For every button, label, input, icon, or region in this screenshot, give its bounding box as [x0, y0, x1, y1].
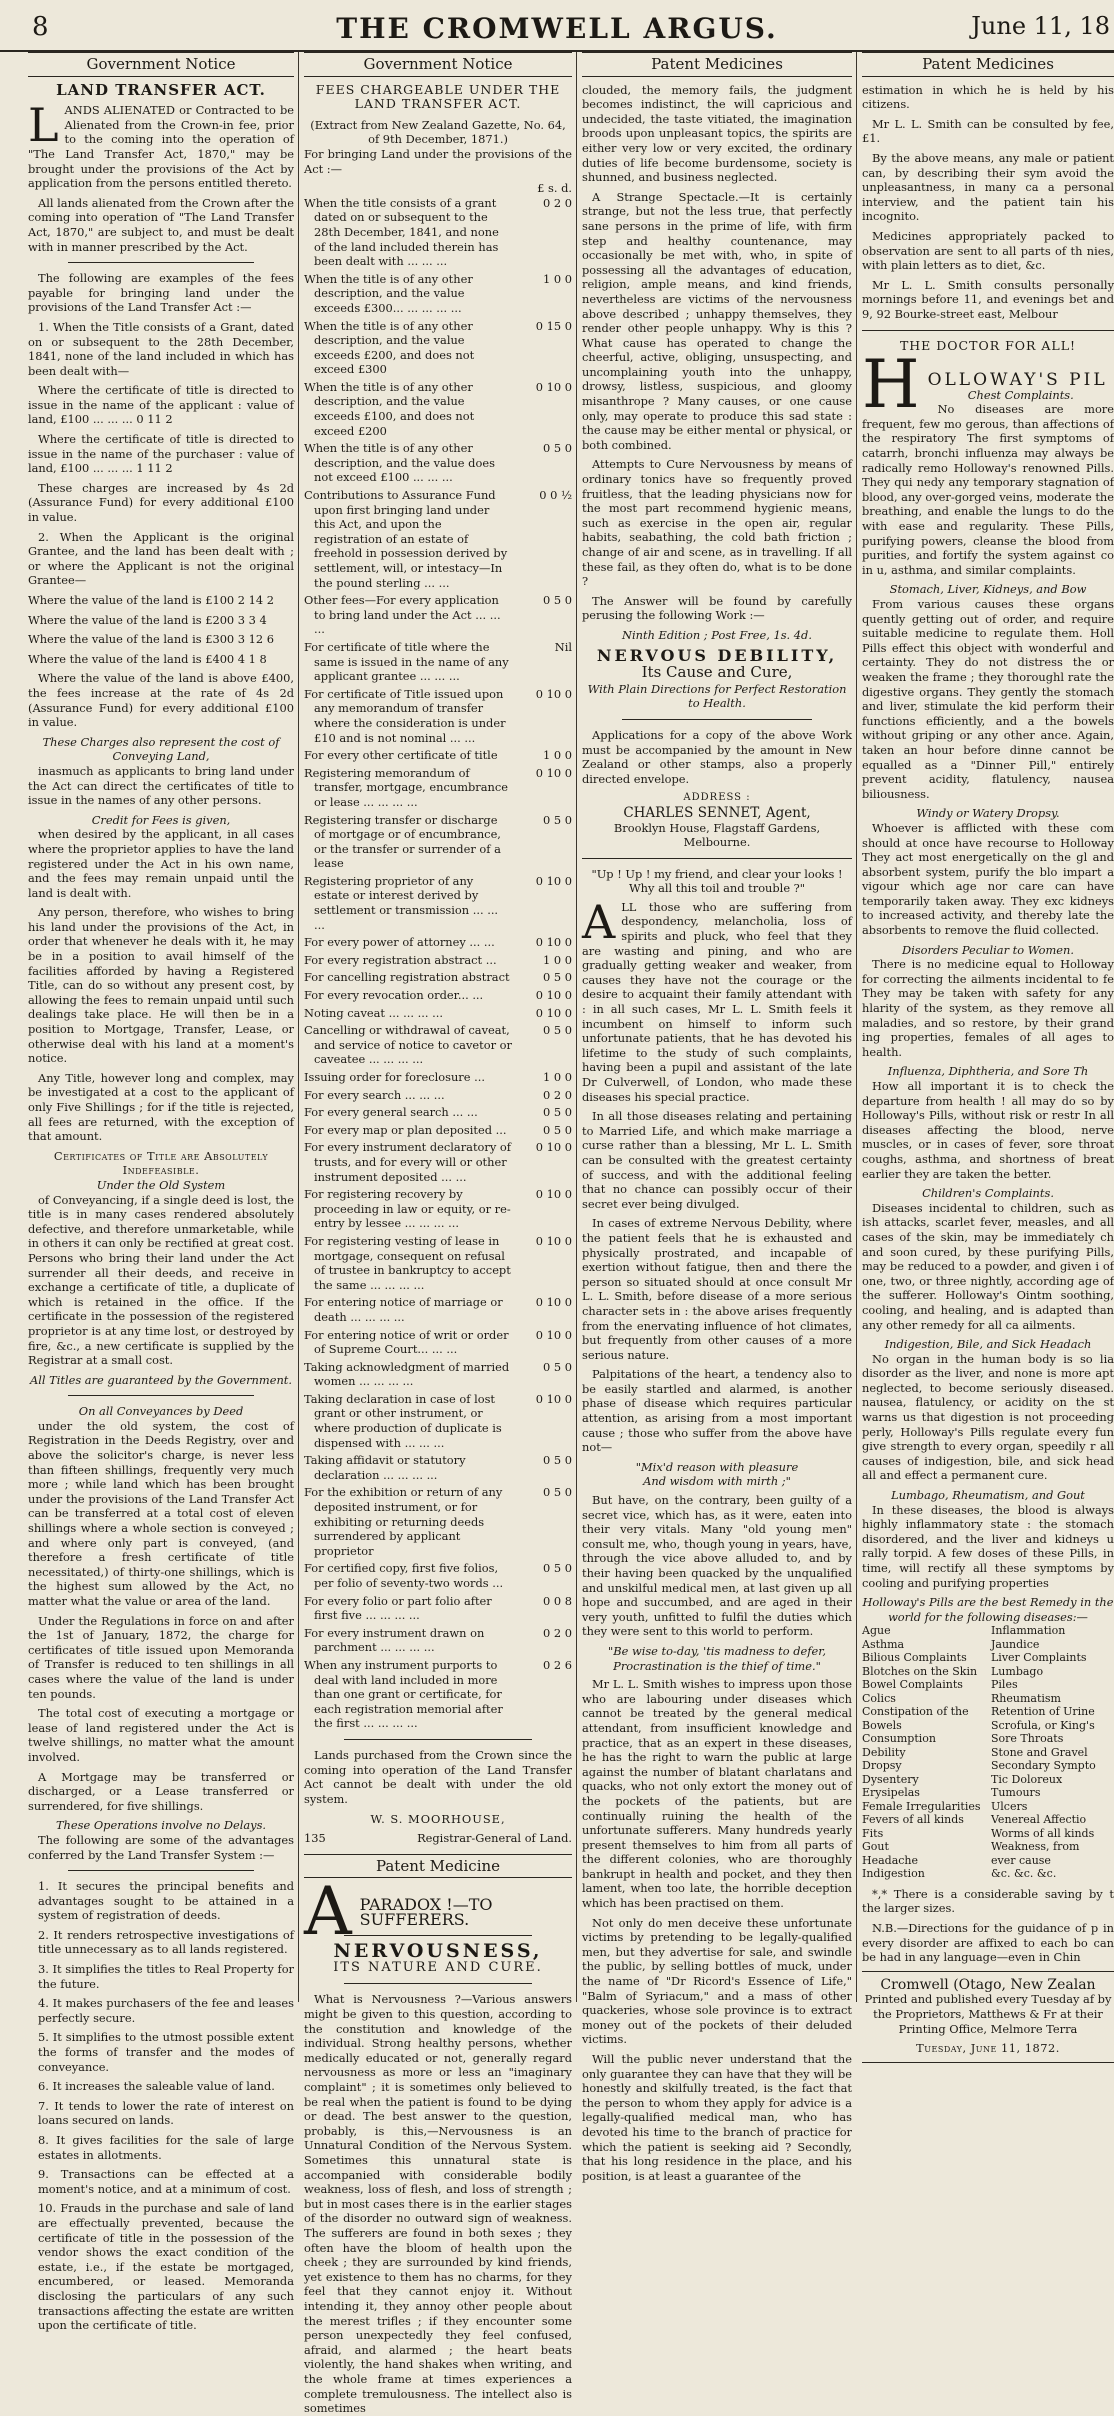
paragraph: Where the certificate of title is directed to issue in the name of the purchaser : value of land, £100 ... ... ... 1 11 2 [28, 432, 294, 476]
fee-row [304, 1392, 572, 1450]
fee-row [304, 1070, 572, 1085]
paragraph: Where the value of the land is £400 4 1 8 [28, 651, 267, 666]
paragraph: Any person, therefore, who wishes to bring his land under the provisions of the Act, in order that whenever he deals with it, he may be in a position to avail himself of the facilities afforded by having a Registered Title, can do so without any present cost, by allowing the fees to remain unpaid until such dealings take place. He will then be in a position to Mortgage, Transfer, Lease, or otherwise deal with his land at a moment's notice. [28, 905, 294, 1066]
book-subtitle: Its Cause and Cure, [641, 663, 793, 682]
fee-amount: 0 10 0 [535, 873, 572, 888]
fee-row [304, 1594, 572, 1623]
disease-item: Colics [862, 1691, 896, 1705]
subheading: Under the Old System [96, 1177, 226, 1192]
fee-row [304, 593, 572, 637]
issue-date: June 11, 18 [971, 12, 1110, 40]
fee-amount: 0 5 0 [543, 1105, 572, 1120]
fee-label: For certificate of title where the same is issued in the name of any applicant grantee ... ... ... [304, 639, 509, 684]
fee-row [304, 874, 572, 932]
fee-amount: 0 5 0 [543, 1485, 572, 1500]
diseases-right [991, 1624, 1114, 1881]
fee-amount: 0 0 8 [543, 1593, 572, 1608]
fee-label: For every instrument declaratory of trusts, and for every will or other instrument deposited ... ... [304, 1140, 511, 1184]
paragraph: *,* There is a considerable saving by t the larger sizes. [862, 1886, 1114, 1916]
divider [68, 262, 254, 263]
ad-subheading: ITS NATURE AND CURE. [333, 1959, 543, 1975]
address-label: ADDRESS : [683, 792, 751, 804]
fee-row [304, 1295, 572, 1324]
divider [344, 1739, 532, 1740]
drop-cap: A [582, 894, 616, 949]
fee-amount: 1 0 0 [543, 1070, 572, 1084]
paragraph: A Strange Spectacle.—It is certainly strange, but not the less true, that perfectly sane persons in the prime of life, with firm step and healthy countenance, may occasionally be met with, who, in spite of possessing all the advantages of education, religion, ample means, and kind friends, nevertheless are victims of the nervousness above described ; unhappy themselves, they render other people unhappy. Why is this ? What cause has operated to change the cheerful, active, obliging, unsuspecting, and uncomplaining youth into the unhappy, drowsy, listless, suspicious, and gloomy misanthrope ? Many causes, or one cause only, may operate to produce this sad state : the cause may be either mental or physical, or both combined. [582, 189, 852, 452]
fee-row [304, 748, 572, 763]
fee-label: For every general search ... ... [304, 1105, 478, 1120]
fee-label: For certified copy, first five folios, per folio of seventy-two words ... [304, 1561, 504, 1590]
disease-item: Bowel Complaints [862, 1678, 963, 1692]
paragraph: when desired by the applicant, in all cases where the proprietor applies to have the land registered under the Act in his own name, and the fees may remain unpaid until the land is dealt with. [28, 827, 294, 900]
paragraph: Under the Regulations in force on and after the 1st of January, 1872, the charge for certificates of title issued upon Memoranda of Transfer is reduced to ten shillings in all cases where the value of the land is under ten pounds. [28, 1613, 294, 1701]
paragraph: 1. When the Title consists of a Grant, dated on or subsequent to the 28th December, 1841, none of the land included in which has been dealt with— [28, 319, 294, 378]
list-item: 5. It simplifies to the utmost possible extent the forms of transfer and the modes of conveyance. [38, 2030, 294, 2074]
fee-row [304, 687, 572, 745]
fee-row [304, 1105, 572, 1120]
fee-row [304, 1123, 572, 1138]
fee-label: Issuing order for foreclosure ... [304, 1070, 485, 1084]
disease-item: Dropsy [862, 1759, 902, 1773]
fee-amount: 0 10 0 [535, 1295, 572, 1310]
fee-row [304, 1658, 572, 1731]
subheading: Children's Complaints. [922, 1186, 1054, 1201]
fee-label: Contributions to Assurance Fund upon first bringing land under this Act, and upon the registration of an estate of freehold in possession derived by settlement, will, or intestacy—In the pound sterling ... ... [304, 488, 508, 590]
paragraph: Where the value of the land is above £400, the fees increase at the rate of 4s 2d (Assurance Fund) for every additional £100 in value. [28, 671, 294, 730]
fee-amount: 1 0 0 [543, 271, 572, 286]
notice-footer [304, 1831, 572, 1846]
notice-title: LAND TRANSFER ACT. [56, 80, 266, 99]
fee-label: For registering vesting of lease in mortgage, consequent on refusal of trustee in bankruptcy to accept the same ... ... ... ... [304, 1233, 511, 1292]
fee-label: For every map or plan deposited ... [304, 1122, 507, 1137]
paragraph: In cases of extreme Nervous Debility, where the patient feels that he is exhausted and physically prostrated, and incapable of exertion without fatigue, then and there the person so situated should at once consult Mr L. L. Smith, before disease of a more serious character sets in : the above arises frequently from the enervating influence of hot climates, but frequently from other causes of a more serious nature. [582, 1216, 852, 1362]
subheading: Disorders Peculiar to Women. [902, 942, 1074, 957]
currency-header: £ s. d. [537, 181, 572, 196]
fee-label: For every registration abstract ... [304, 952, 497, 967]
fee-row [304, 1561, 572, 1590]
drop-cap: H [862, 346, 920, 424]
column-rule [576, 52, 577, 2002]
fee-label: For every search ... ... ... [304, 1087, 445, 1102]
paragraph: ALL those who are suffering from despondency, melancholia, loss of spirits and pluck, who feel that they are wasting and pining, and who are gradually getting weaker and weaker, from causes they have not the courage or the desire to acquaint their family attendant with : in all such cases, Mr L. L. Smith feels it incumbent on himself to inform such unfortunate patients, that he has devoted his lifetime to the study of such complaints, having been a pupil and assistant of the late Dr Culverwell, of London, who made these diseases his special practice. [582, 894, 852, 1104]
paragraph: The following are some of the advantages conferred by the Land Transfer System :— [28, 1832, 294, 1862]
fee-row [304, 196, 572, 269]
paragraph: What is Nervousness ?—Various answers might be given to this question, according to the constitution and knowledge of the individual. Strong healthy persons, whether medically educated or not, generally regard nervousness as more or less an "imaginary complaint" ; it is sometimes only believed to be real when the patient is found to be dying or dead. The best answer to the question, probably, is this,—Nervousness is an Unnatural Condition of the Nervous System. Sometimes this unnatural state is accompanied with considerable bodily weakness, loss of flesh, and loss of strength ; but in most cases there is in the earlier stages of the disorder no outward sign of weakness. The sufferers are found in both sexes ; they often have the bloom of health upon the cheek ; they are surrounded by kind friends, yet existence to them has no charms, for they feel that they cannot enjoy it. Without intending it, they annoy other people about the merest trifles ; if they encounter some person unexpectedly they feel confused, afraid, and alarmed ; the heart beats violently, the hand shakes when writing, and the whole frame at times experiences a complete tremulousness. The intellect also is sometimes [304, 1992, 572, 2416]
diseases-left [862, 1624, 985, 1881]
quote-line: "Mix'd reason with pleasure [635, 1459, 799, 1474]
fee-amount: 0 15 0 [535, 318, 572, 333]
fee-row [304, 640, 572, 684]
disease-item: Fits [862, 1826, 884, 1840]
agent-name: CHARLES SENNET, Agent, [623, 804, 811, 821]
paragraph: The total cost of executing a mortgage or lease of land registered under the Act is twelve shillings, no matter what the amount involved. [28, 1706, 294, 1764]
subheading: These Operations involve no Delays. [55, 1818, 267, 1833]
disease-item: Gout [862, 1840, 889, 1854]
disease-item: Venereal Affectio [991, 1813, 1087, 1827]
disease-item: &c. &c. &c. [991, 1867, 1057, 1881]
disease-item: Female Irregularities [862, 1799, 981, 1813]
disease-item: Stone and Gravel [991, 1745, 1088, 1759]
disease-item: Ulcers [991, 1799, 1028, 1813]
fee-row [304, 1328, 572, 1357]
disease-item: Rheumatism [991, 1691, 1061, 1705]
fee-row [304, 272, 572, 316]
disease-item: Debility [862, 1745, 906, 1759]
drop-cap: A [304, 1873, 352, 1951]
column-holloway [862, 52, 1114, 2056]
imprint-text: Printed and published every Tuesday af by the Proprietors, Matthews & Fr at their Printing Office, Melmore Terra [864, 1992, 1112, 2036]
paragraph: Diseases incidental to children, such as ish attacks, scarlet fever, measles, and all cases of the skin, may be immediately ch and soon cured, by these purifying Pills, may be reduced to a powder, and given i of one, two, or three nightly, according age of the sufferer. Holloway's Ointm soothing, cooling, and healing, and is adapted than any other remedy for all ca ailments. [862, 1200, 1114, 1332]
fee-label: For every folio or part folio after first five ... ... ... ... [304, 1593, 492, 1623]
paragraph: A Mortgage may be transferred or discharged, or a Lease transferred or surrendered, for five shillings. [28, 1769, 294, 1813]
fee-row [304, 1485, 572, 1558]
disease-item: Asthma [862, 1637, 905, 1651]
paragraph: Whoever is afflicted with these com should at once have recourse to Holloway They act most energetically on the gl and absorbent system, purify the blo impart a vigour which age nor care can have temporarily taken away. They exc kidneys to increased activity, and thereby late the absorbents to remove the fluid collected. [862, 820, 1114, 938]
fee-row [304, 441, 572, 485]
fee-label: Registering memorandum of transfer, mortgage, encumbrance or lease ... ... ... ... [304, 765, 509, 809]
fee-row [304, 319, 572, 377]
fee-label: For cancelling registration abstract [304, 970, 510, 985]
agent-address: Brooklyn House, Flagstaff Gardens, Melbourne. [613, 820, 821, 850]
subheading: Credit for Fees is given, [91, 812, 231, 827]
list-item: 6. It increases the saleable value of land. [38, 2079, 275, 2094]
disease-item: Piles [991, 1678, 1018, 1692]
section-header: Government Notice [28, 52, 294, 77]
disease-item: Retention of Urine [991, 1705, 1095, 1719]
paragraph: For bringing Land under the provisions of the Act :— [304, 146, 572, 176]
list-item: 1. It secures the principal benefits and advantages sought to be attained in a system of registration of deeds. [38, 1879, 294, 1923]
paragraph: Mr L. L. Smith can be consulted by fee, £1. [862, 116, 1114, 146]
paragraph: inasmuch as applicants to bring land under the Act can direct the certificates of title to issue in the names of any other persons. [28, 763, 294, 808]
masthead [0, 8, 1114, 52]
fee-row [304, 1023, 572, 1067]
subheading: Lumbago, Rheumatism, and Gout [891, 1488, 1085, 1503]
imprint [862, 1971, 1114, 2063]
fee-label: Other fees—For every application to bring land under the Act ... ... ... [304, 593, 501, 637]
paragraph: Any Title, however long and complex, may be investigated at a cost to the applicant of only Five Shillings ; for if the title is rejected, all fees are returned, with the exception of that amount. [28, 1070, 294, 1144]
paragraph: Applications for a copy of the above Work must be accompanied by the amount in New Zealand or other stamps, also a properly directed envelope. [582, 727, 852, 786]
fee-amount: 0 10 0 [535, 1391, 572, 1406]
fee-label: Taking affidavit or statutory declaration ... ... ... ... [304, 1453, 466, 1482]
fee-amount: 0 10 0 [535, 1005, 572, 1020]
fee-amount: 0 5 0 [543, 1453, 572, 1468]
fee-label: For every other certificate of title [304, 748, 498, 763]
paragraph: The following are examples of the fees payable for bringing land under the provisions of the Land Transfer Act :— [28, 271, 294, 315]
paragraph: These charges are increased by 4s 2d (Assurance Fund) for every additional £100 in value. [28, 480, 294, 525]
fee-row [304, 488, 572, 590]
paradox-title-block [304, 1873, 572, 1951]
disease-item: Blotches on the Skin [862, 1664, 978, 1678]
fee-amount: 0 5 0 [543, 1561, 572, 1576]
book-subtitle-2: With Plain Directions for Perfect Restoration to Health. [587, 681, 847, 711]
fee-label: Registering transfer or discharge of mortgage or of encumbrance, or the transfer or surrender of a lease [304, 812, 501, 871]
disease-item: Tic Doloreux [991, 1772, 1063, 1786]
imprint-date: Tuesday, June 11, 1872. [916, 2041, 1060, 2056]
disease-item: Sore Throats [991, 1732, 1064, 1746]
signature: W. S. MOORHOUSE, [370, 1812, 506, 1827]
notice-number: 135 [304, 1830, 326, 1845]
divider [68, 1395, 254, 1396]
divider [622, 719, 812, 720]
paragraph: clouded, the memory fails, the judgment becomes indistinct, the will capricious and undecided, the taste vitiated, the imagination broods upon unpleasant topics, the spirits are either very low or very excited, the ordinary duties of life become burdensome, society is shunned, and business neglected. [582, 82, 852, 185]
disease-item: Tumours [991, 1786, 1041, 1800]
fee-row [304, 380, 572, 438]
paragraph: Where the value of the land is £300 3 12 6 [28, 632, 275, 647]
paragraph: Palpitations of the heart, a tendency also to be easily startled and alarmed, is another phase of disease which requires particular attention, as arising from a most important cause ; those who suffer from the above have not— [582, 1367, 852, 1455]
divider [862, 330, 1114, 331]
list-item: 10. Frauds in the purchase and sale of land are effectually prevented, because the certificate of title in the possession of the vendor shows the exact condition of the estate, i.e., if the estate be mortgaged, encumbered, or leased. Memoranda disclosing the particulars of any such transactions affecting the estate are written upon the certificate of title. [38, 2201, 294, 2333]
fee-label: Taking acknowledgment of married women ... ... ... ... [304, 1359, 510, 1389]
paragraph: No diseases are more frequent, few mo gerous, than affections of the respiratory The first symptoms of catarrh, bronchi influenza may always be radically remo Holloway's renowned Pills. They qui nedy any temporary stagnation of blood, any over-gorged veins, moderate the breathing, and enable the lungs to do the with ease and regularity. These Pills, purifying powers, cleanse the blood from purities, and fortify the system against co in u, asthma, and similar complaints. [862, 402, 1114, 577]
disease-item: Secondary Sympto [991, 1759, 1096, 1773]
subheading: Windy or Watery Dropsy. [916, 806, 1060, 821]
ad-heading: NERVOUSNESS, [333, 1940, 543, 1963]
disease-item: Liver Complaints [991, 1651, 1087, 1665]
paragraph: under the old system, the cost of Registration in the Deeds Registry, over and above the solicitor's charge, is never less than fifteen shillings, frequently very much more ; while land which has been brought under the provisions of the Land Transfer Act can be transferred at a total cost of eleven shillings where a whole section is conveyed ; and where only part is conveyed, (and therefore a fresh certificate of title necessitated,) of thirty-one shillings, which is the highest sum allowed by the Act, no matter what the value or area of the land. [28, 1418, 294, 1608]
newspaper-title: THE CROMWELL ARGUS. [336, 12, 778, 45]
fee-amount: 0 10 0 [535, 1140, 572, 1155]
ad-title: PARADOX !—TO SUFFERERS. [359, 1895, 493, 1929]
fee-amount: 0 10 0 [535, 379, 572, 394]
fee-label: When the title is of any other description, and the value exceeds £200, and does not exceed £300 [304, 318, 475, 377]
fee-row [304, 1453, 572, 1482]
fee-label: Noting caveat ... ... ... ... [304, 1005, 443, 1020]
fee-amount: 0 2 0 [543, 195, 572, 210]
disease-item: Scrofula, or King's [991, 1718, 1095, 1732]
paragraph: Not only do men deceive these unfortunate victims by pretending to be legally-qualified men, but they advertise for sale, and swindle the public, by selling bottles of muck, under the name of "Dr Ricord's Essence of Life," "Balm of Syriacum," and a mass of other quackeries, whose sole province is to extract money out of the pockets of their deluded victims. [582, 1915, 852, 2047]
quote-line: Procrastination is the thief of time." [613, 1658, 821, 1673]
list-item: 8. It gives facilities for the sale of large estates in allotments. [38, 2133, 294, 2162]
divider [344, 1983, 532, 1984]
fee-label: Registering proprietor of any estate or interest derived by settlement or transmission ... ... ... [304, 873, 499, 932]
section-header: Patent Medicine [304, 1854, 572, 1879]
divider [582, 858, 852, 859]
disease-item: Consumption [862, 1732, 936, 1746]
list-item: 7. It tends to lower the rate of interest on loans secured on lands. [38, 2098, 294, 2128]
paragraph: N.B.—Directions for the guidance of p in every disorder are affixed to each bo can be had in any language—even in Chin [862, 1921, 1114, 1965]
ad-title: OLLOWAY'S PIL [927, 370, 1108, 391]
gazette-extract: (Extract from New Zealand Gazette, No. 64, of 9th December, 1871.) [310, 117, 566, 147]
list-item: 9. Transactions can be effected at a moment's notice, and at a minimum of cost. [38, 2167, 294, 2196]
fee-row [304, 1626, 572, 1655]
divider [68, 1870, 254, 1871]
page-number: 8 [32, 12, 49, 42]
list-item: 3. It simplifies the titles to Real Property for the future. [38, 1962, 294, 1991]
fee-label: Taking declaration in case of lost grant or other instrument, or where production of duplicate is dispensed with ... ... ... [304, 1391, 502, 1450]
paragraph: Where the value of the land is £100 2 14 2 [28, 593, 275, 607]
fee-row [304, 953, 572, 968]
paragraph: In all those diseases relating and pertaining to Married Life, and which make marriage a curse rather than a blessing, Mr L. L. Smith can be consulted with the greatest certainty of success, and with the additional feeling that no chance can possibly occur of their secret ever being divulged. [582, 1109, 852, 1211]
drop-cap: L [28, 98, 59, 153]
fee-amount: 0 5 0 [543, 1359, 572, 1374]
section-header: Government Notice [304, 52, 572, 77]
column-patent-medicines [582, 52, 852, 2183]
fee-row [304, 1360, 572, 1389]
diseases-list [862, 1624, 1114, 1881]
subheading: On all Conveyances by Deed [78, 1404, 244, 1419]
paragraph: Attempts to Cure Nervousness by means of ordinary tonics have so frequently proved fruitless, that the leading physicians now for the most part recommend hygienic means, such as exercise in the open air, regular habits, seabathing, the cold bath friction ; change of air and scene, as in travelling. If all these fail, as they often do, what is to be done ? [582, 457, 852, 589]
column-rule [856, 52, 857, 2002]
subheading: Indigestion, Bile, and Sick Headach [884, 1337, 1092, 1352]
fee-amount: 0 5 0 [543, 970, 572, 985]
paragraph: From various causes these organs quently getting out of order, and require suitable medicine to regulate them. Holl Pills effect this object with wonderful and certainty. They do not distress the or weaken the frame ; they thoroughl rate the digestive organs. They gently the stomach and liver, stimulate the kid perform their functions efficiently, and a the bowels without griping or any other ance. Again, taken an hour before dinne cannot be equalled as a "Dinner Pill," entirely prevent acidity, flatulency, nausea biliousness. [862, 597, 1114, 801]
fee-amount: 0 10 0 [535, 1187, 572, 1202]
section-header: Patent Medicines [862, 52, 1114, 77]
disease-item: Inflammation [991, 1624, 1066, 1638]
fee-label: When the title is of any other description, and the value does not exceed £100 ... ... ... [304, 441, 495, 485]
paragraph: 2. When the Applicant is the original Grantee, and the land has been dealt with ; or where the Applicant is not the original Grantee— [28, 529, 294, 588]
imprint-title: Cromwell (Otago, New Zealan [880, 1976, 1096, 1993]
paragraph: Medicines appropriately packed to observation are sent to all parts of th nies, with plain letters as to diet, &c. [862, 228, 1114, 273]
paragraph: But have, on the contrary, been guilty of a secret vice, which has, as it were, eaten into their very vitals. Many "old young men" consult me, who, though young in years, have, through the vice above alluded to, and by their having been quacked by the unqualified and unskilful medical men, at last given up all hope and succumbed, and are aged in their very youth, unfitted to fulfil the duties which they were sent to this world to perform. [582, 1493, 852, 1639]
subheading: Holloway's Pills are the best Remedy in the world for the following diseases:— [862, 1595, 1114, 1624]
fee-row [304, 935, 572, 950]
subheading: All Titles are guaranteed by the Government. [30, 1372, 292, 1387]
fees-table [304, 196, 572, 1731]
list-item: 4. It makes purchasers of the fee and leases perfectly secure. [38, 1996, 294, 2025]
paragraph: All lands alienated from the Crown after the coming into operation of "The Land Transfer Act, 1870," are subject to, and must be dealt with in manner prescribed by the Act. [28, 195, 294, 254]
divider [344, 1935, 532, 1936]
paragraph: Will the public never understand that the only guarantee they can have that they will be honestly and skilfully treated, is the fact that the person to whom they apply for advice is a legally-qualified medical man, who has devoted his time to the branch of practice for which the patient is seeking aid ? Secondly, that his long residence in the place, and his position, is at least a guarantee of the [582, 2052, 852, 2183]
subheading: Stomach, Liver, Kidneys, and Bow [889, 582, 1087, 597]
fee-row [304, 1088, 572, 1103]
fee-amount: 0 5 0 [543, 441, 572, 456]
book-title: NERVOUS DEBILITY, [596, 645, 838, 665]
fee-row [304, 988, 572, 1003]
fee-amount: 0 2 0 [543, 1625, 572, 1640]
paragraph: How all important it is to check the departure from health ! all may do so by Holloway's Pills, without risk or restr In all diseases affecting the blood, nerve muscles, or in cases of fever, sore throat coughs, asthma, and shortness of breat earlier they are taken the better. [862, 1079, 1114, 1181]
fee-label: For every instrument drawn on parchment ... ... ... ... [304, 1625, 485, 1655]
fee-amount: 0 0 ½ [539, 488, 572, 503]
paragraph: Where the certificate of title is directed to issue in the name of the applicant : value of land, £100 ... ... ... 0 11 2 [28, 383, 294, 427]
disease-item: ever cause [991, 1853, 1051, 1867]
fee-amount: 0 10 0 [535, 1233, 572, 1248]
disease-item: Lumbago [991, 1664, 1044, 1678]
fee-label: Cancelling or withdrawal of caveat, and service of notice to cavetor or caveatee ... ... ... ... [304, 1023, 512, 1067]
quote-line: "Be wise to-day, 'tis madness to defer, [607, 1643, 827, 1658]
fee-amount: 0 2 0 [543, 1087, 572, 1102]
subheading: These Charges also represent the cost of Conveying Land, [42, 734, 280, 764]
fee-amount: 0 5 0 [543, 1122, 572, 1137]
subheading: Certificates of Title are Absolutely Indefeasible. [53, 1148, 269, 1178]
fee-amount: 0 10 0 [535, 1327, 572, 1342]
subheading: Chest Complaints. [967, 387, 1074, 402]
fee-row [304, 1187, 572, 1231]
disease-item: Dysentery [862, 1772, 919, 1786]
fee-label: For registering recovery by proceeding in law or equity, or re-entry by lessee ... ... ... ... [304, 1187, 511, 1231]
fee-amount: 0 10 0 [535, 765, 572, 780]
subheading: Influenza, Diphtheria, and Sore Th [887, 1064, 1089, 1079]
paragraph: No organ in the human body is so lia disorder as the liver, and none is more apt neglected, to become seriously diseased. nausea, flatulency, or acidity on the st warns us that digestion is not proceeding perly, Holloway's Pills regulate every fun give strength to every organ, speedily r all causes of indigestion, bile, and sick head all and effect a permanent cure. [862, 1351, 1114, 1483]
fee-amount: 0 5 0 [543, 812, 572, 827]
fee-row [304, 1234, 572, 1292]
paragraph: LANDS ALIENATED or Contracted to be Alienated from the Crown-in fee, prior to the coming into the operation of "The Land Transfer Act, 1870," may be brought under the provisions of the Act by application from the persons entitled thereto. [28, 98, 294, 191]
fee-amount: 1 0 0 [543, 952, 572, 967]
fee-label: For every revocation order... ... [304, 988, 484, 1003]
disease-item: Fevers of all kinds [862, 1813, 964, 1827]
disease-item: Jaundice [991, 1637, 1040, 1651]
disease-item: Indigestion [862, 1867, 925, 1881]
fee-label: When the title is of any other description, and the value exceeds £100, and does not exceed £200 [304, 379, 475, 438]
fee-label: For entering notice of marriage or death ... ... ... ... [304, 1295, 503, 1324]
fee-label: For entering notice of writ or order of Supreme Court... ... ... [304, 1327, 509, 1357]
fee-label: For certificate of Title issued upon any memorandum of transfer where the consideration is under £10 and is not nominal ... ... [304, 686, 506, 745]
paragraph: Where the value of the land is £200 3 3 4 [28, 612, 267, 627]
fee-row [304, 766, 572, 810]
fee-label: When the title consists of a grant dated on or subsequent to the 28th December, 1841, and none of the land included therein has been dealt with ... ... ... [304, 195, 499, 269]
ad-heading: THE DOCTOR FOR ALL! [899, 337, 1077, 353]
fee-amount: 1 0 0 [543, 748, 572, 763]
list-item: 2. It renders retrospective investigations of title unnecessary as to all lands registered. [38, 1927, 294, 1957]
fee-row [304, 1140, 572, 1184]
edition-line: Ninth Edition ; Post Free, 1s. 4d. [622, 627, 812, 642]
paragraph: By the above means, any male or patient can, by describing their sym avoid the unpleasantness, in many ca a personal interview, and the patient tain his incognito. [862, 150, 1114, 224]
fee-label: For every power of attorney ... ... [304, 935, 495, 950]
fee-amount: 0 10 0 [535, 988, 572, 1003]
notice-title: FEES CHARGEABLE UNDER THE LAND TRANSFER ACT. [315, 81, 561, 112]
signature-role: Registrar-General of Land. [417, 1830, 572, 1845]
fee-amount: Nil [554, 639, 572, 654]
paragraph: Mr L. L. Smith consults personally mornings before 11, and evenings bet and 9, 92 Bourke-street east, Melbour [862, 277, 1114, 321]
disease-item: Weakness, from [991, 1840, 1080, 1854]
fee-row [304, 970, 572, 985]
fee-label: When any instrument purports to deal with land included in more than one grant or certificate, for each registration memorial after the first ... ... ... ... [304, 1657, 503, 1731]
disease-item: Headache [862, 1853, 919, 1867]
paragraph: There is no medicine equal to Holloway for correcting the ailments incidental to fe They may be taken with safety for any hlarity of the system, as they remove all maladies, and so restore, by their grand ing properties, females of all ages to health. [862, 957, 1114, 1059]
quote-line: And wisdom with mirth ;" [643, 1474, 791, 1489]
fee-row [304, 1006, 572, 1021]
fee-row [304, 813, 572, 871]
fee-label: For the exhibition or return of any deposited instrument, or for exhibiting or returning deeds surrendered by applicant proprietor [304, 1485, 503, 1558]
disease-item: Worms of all kinds [991, 1826, 1095, 1840]
column-land-transfer [28, 52, 294, 2333]
paragraph: estimation in which he is held by his citizens. [862, 82, 1114, 112]
section-header: Patent Medicines [582, 52, 852, 77]
column-rule [298, 52, 299, 2002]
disease-item: Erysipelas [862, 1786, 920, 1800]
disease-item: Ague [862, 1624, 891, 1638]
fee-amount: 0 10 0 [535, 686, 572, 701]
disease-item: Bilious Complaints [862, 1651, 967, 1665]
quote: "Up ! Up ! my friend, and clear your looks ! Why all this toil and trouble ?" [591, 866, 843, 896]
fee-amount: 0 2 6 [543, 1657, 572, 1672]
paragraph: In these diseases, the blood is always highly inflammatory state : the stomach disordered, and the liver and kidneys u rally torpid. A few doses of these Pills, in time, will rectify all these symptoms by cooling and purifying properties [862, 1502, 1114, 1590]
disease-item: Constipation of the Bowels [862, 1705, 969, 1732]
column-fees [304, 52, 572, 2416]
advantages-list [28, 1879, 294, 2333]
fee-amount: 0 10 0 [535, 935, 572, 950]
fee-amount: 0 5 0 [543, 593, 572, 608]
paragraph: of Conveyancing, if a single deed is lost, the title is in many cases rendered absolutely defective, and therefore unmarketable, while in others it can only be rectified at great cost. Persons who bring their land under the Act surrender all their deeds, and receive in exchange a certificate of title, a duplicate of which is retained in the office. If the certificate in the possession of the registered proprietor is at any time lost, or destroyed by fire, &c., a new certificate is supplied by the Registrar at a small cost. [28, 1192, 294, 1368]
fee-amount: 0 5 0 [543, 1023, 572, 1038]
fee-label: When the title is of any other description, and the value exceeds £300... ... ... ... ... [304, 271, 473, 315]
paragraph: Lands purchased from the Crown since the coming into operation of the Land Transfer Act cannot be dealt with under the old system. [304, 1747, 572, 1806]
paragraph: Mr L. L. Smith wishes to impress upon those who are labouring under diseases which cannot be treated by the general medical attendant, from insufficient knowledge and practice, that as an expert in these diseases, he has the right to warn the public at large against the number of blatant charlatans and quacks, who not only extort the money out of the pockets of the patients, but are continually ruining the health of the unfortunate sufferers. Many hundreds yearly present themselves to him from all parts of the different colonies, who are thoroughly bankrupt in health and pocket, and they then lament, when too late, the horrible deception which has been practised on them. [582, 1677, 852, 1911]
paragraph: The Answer will be found by carefully perusing the following Work :— [582, 593, 852, 623]
